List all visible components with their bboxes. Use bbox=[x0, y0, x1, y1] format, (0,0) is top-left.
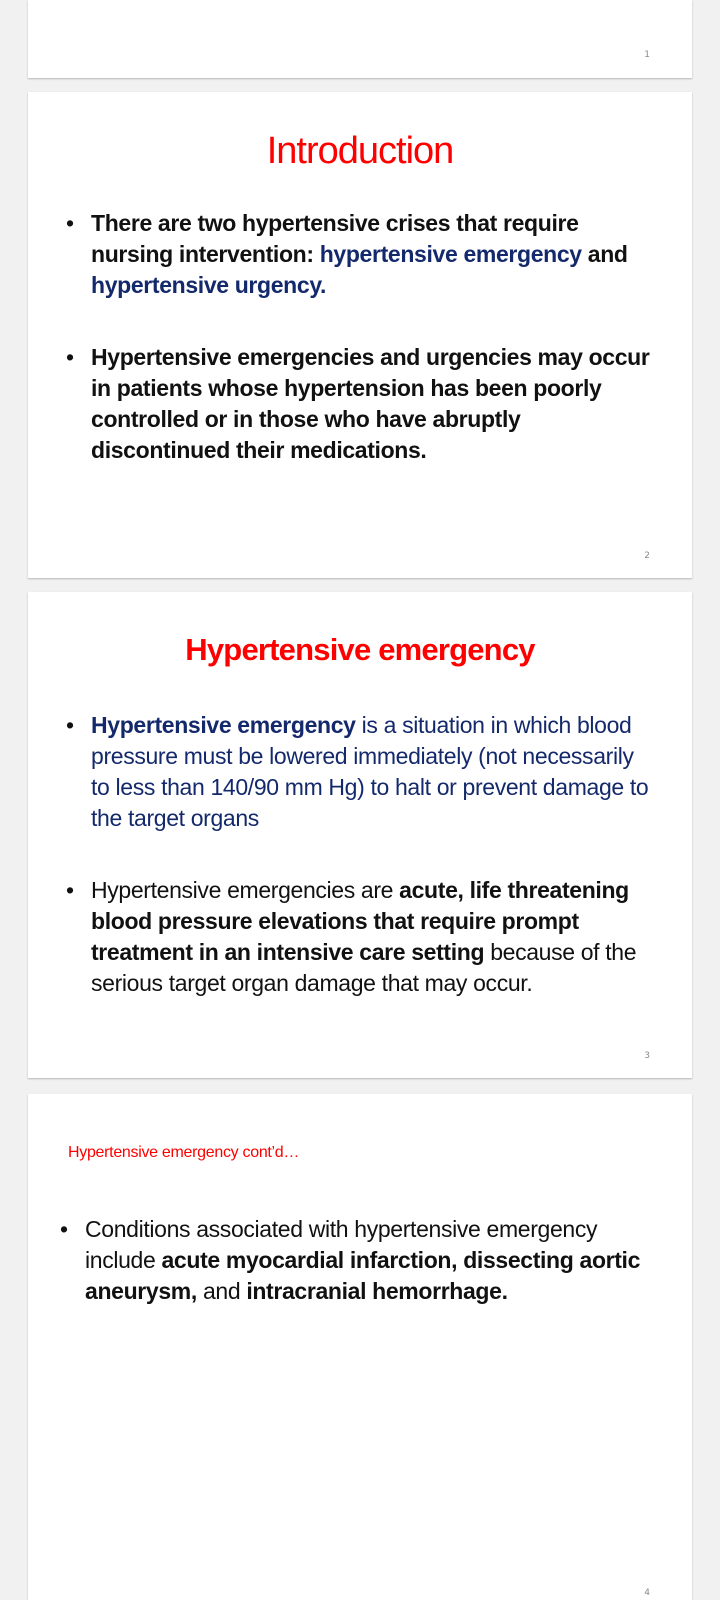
bullet-text-segment: and bbox=[196, 1278, 247, 1304]
bullet-dot: • bbox=[66, 344, 74, 370]
bullet-dot: • bbox=[66, 712, 74, 738]
bullet-item bbox=[60, 1214, 656, 1307]
bullet-text-segment: and bbox=[581, 241, 628, 267]
slide-page-2 bbox=[28, 92, 692, 578]
slide-title: Hypertensive emergency bbox=[185, 632, 535, 667]
slide-page-1 bbox=[28, 0, 692, 78]
bullet-dot: • bbox=[66, 877, 74, 903]
term-hypertensive-urgency: hypertensive urgency. bbox=[91, 272, 327, 298]
bullet-text-segment: Hypertensive emergencies and urgencies may occur in patients whose hypertension has been poorly controlled or in those who have abruptly discontinued their medications. bbox=[91, 344, 650, 463]
page-number: 1 bbox=[644, 50, 650, 60]
page-number: 3 bbox=[644, 1051, 650, 1061]
bullet-text-segment: because of the serious target organ damage that may occur. bbox=[91, 939, 637, 996]
page-number: 4 bbox=[644, 1588, 650, 1598]
bullet-list bbox=[66, 208, 656, 466]
page-number: 2 bbox=[644, 551, 650, 561]
term-hypertensive-emergency: Hypertensive emergency bbox=[91, 712, 356, 738]
term-hypertensive-emergency: hypertensive emergency bbox=[319, 241, 582, 267]
bullet-text-segment: Hypertensive emergencies are bbox=[91, 877, 400, 903]
bullet-item bbox=[66, 710, 656, 834]
bullet-list bbox=[66, 710, 656, 999]
bullet-text-segment: There are two hypertensive crises that require nursing intervention: bbox=[91, 210, 579, 267]
bullet-dot: • bbox=[60, 1216, 68, 1242]
slide-title: Introduction bbox=[266, 130, 454, 172]
bullet-text-segment: acute myocardial infarction, dissecting aortic aneurysm, bbox=[85, 1247, 641, 1304]
bullet-dot: • bbox=[66, 210, 74, 236]
bullet-list bbox=[60, 1214, 656, 1307]
bullet-text-segment: is a situation in which blood pressure must be lowered immediately (not necessarily to less than 140/90 mm Hg) to halt or prevent damage to the target organs bbox=[91, 712, 649, 831]
bullet-item bbox=[66, 342, 656, 466]
slide-header: Hypertensive emergency cont’d… bbox=[68, 1144, 300, 1161]
slide-page-4 bbox=[28, 1094, 692, 1600]
bullet-text-segment: acute, life threatening blood pressure elevations that require prompt treatment in an intensive care setting bbox=[91, 877, 629, 965]
bullet-text-segment: Conditions associated with hypertensive emergency include bbox=[85, 1216, 598, 1273]
bullet-item bbox=[66, 875, 656, 999]
bullet-item bbox=[66, 208, 656, 301]
bullet-text-segment: intracranial hemorrhage. bbox=[246, 1278, 508, 1304]
slide-page-3 bbox=[28, 592, 692, 1078]
